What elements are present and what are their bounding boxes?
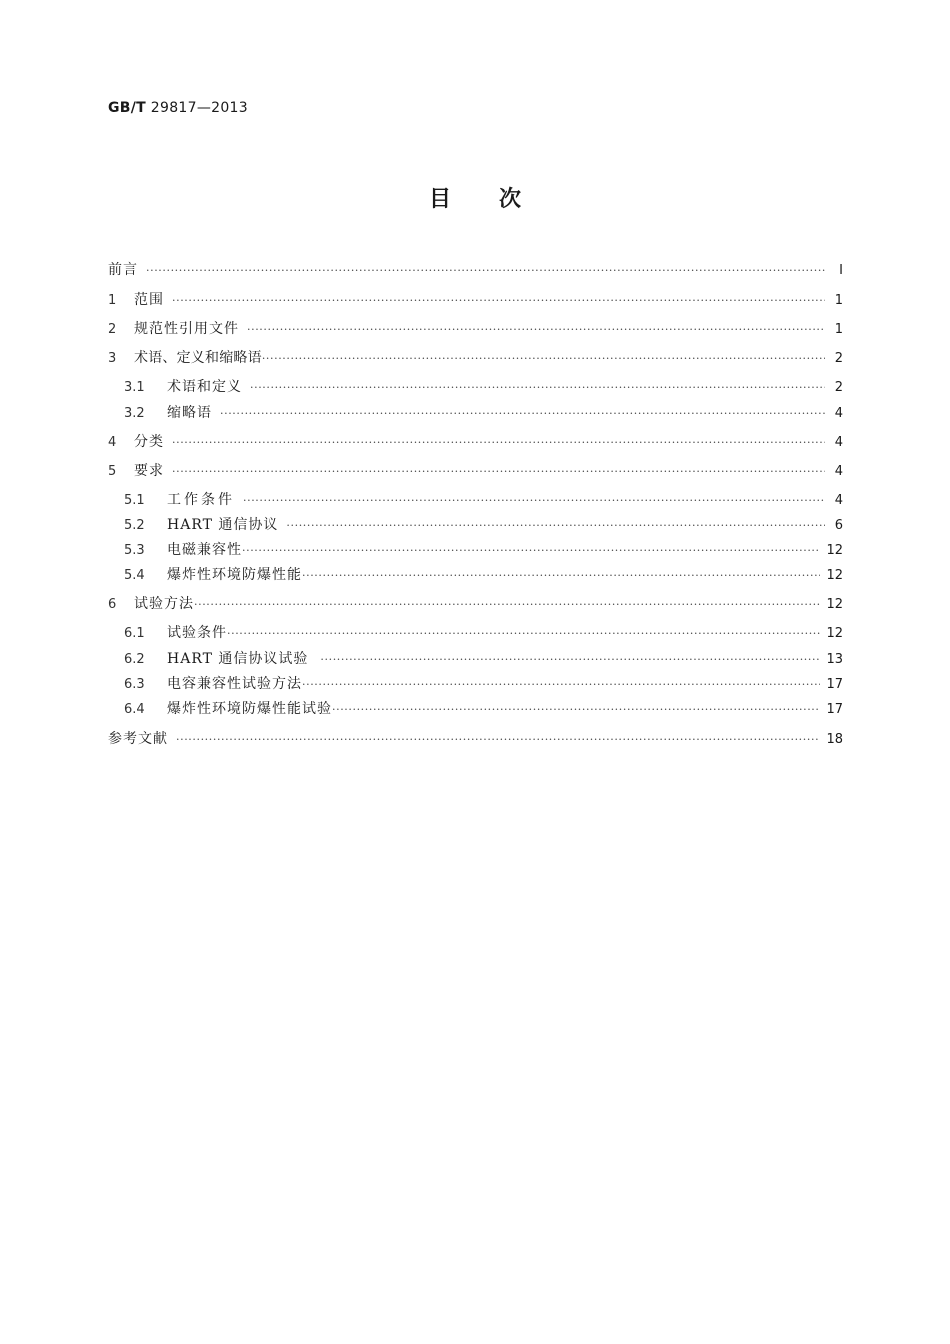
toc-entry-label: 爆炸性环境防爆性能试验: [167, 701, 332, 717]
dot-leader: [194, 595, 820, 615]
toc-entry-label: 术语、定义和缩略语: [134, 350, 262, 366]
dot-leader: [250, 378, 825, 398]
toc-entry-label: 电磁兼容性: [167, 542, 242, 558]
toc-entry-page: 12: [826, 543, 843, 558]
toc-entry-label: 前言: [108, 262, 138, 278]
toc-entry-5[interactable]: [108, 461, 843, 481]
toc-entry-page: 6: [834, 518, 843, 533]
toc-entry-page: 4: [834, 493, 843, 508]
toc-entry-number: 6.3: [124, 677, 145, 692]
toc-entry-5-3[interactable]: [124, 540, 843, 560]
toc-entry-number: 3.1: [124, 380, 145, 395]
toc-entry-number: 5.4: [124, 568, 145, 583]
toc-entry-3-1[interactable]: [124, 377, 843, 397]
dot-leader: [320, 650, 820, 670]
toc-entry-page: 12: [826, 568, 843, 583]
toc-entry-label: 爆炸性环境防爆性能: [167, 567, 302, 583]
toc-entry-page: 12: [826, 626, 843, 641]
toc-entry-label: 范围: [134, 292, 164, 308]
dot-leader: [332, 700, 820, 720]
standard-number: 29817—2013: [150, 100, 248, 116]
toc-entry-number: 6.4: [124, 702, 145, 717]
toc-entry-label: 术语和定义: [167, 379, 242, 395]
toc-entry-number: 1: [108, 293, 117, 308]
dot-leader: [172, 462, 825, 482]
toc-entry-number: 2: [108, 322, 117, 337]
toc-entry-3[interactable]: [108, 348, 843, 368]
dot-leader: [242, 541, 820, 561]
toc-entry-5-1[interactable]: [124, 490, 843, 510]
toc-entry-label: 试验条件: [167, 625, 227, 641]
toc-entry-page: 1: [834, 322, 843, 337]
toc-entry-number: 3: [108, 351, 117, 366]
toc-entry-label: HART 通信协议: [167, 517, 279, 533]
toc-entry-page: 12: [826, 597, 843, 612]
toc-entry-page: Ⅰ: [839, 263, 843, 278]
toc-entry-references[interactable]: [108, 729, 843, 749]
toc-entry-page: 18: [826, 732, 843, 747]
toc-entry-number: 6.1: [124, 626, 145, 641]
toc-entry-number: 6.2: [124, 652, 145, 667]
toc-entry-label: 缩略语: [167, 405, 212, 421]
dot-leader: [172, 433, 825, 453]
toc-entry-5-4[interactable]: [124, 565, 843, 585]
toc-entry-number: 5: [108, 464, 117, 479]
dot-leader: [146, 261, 825, 281]
dot-leader: [262, 349, 825, 369]
toc-entry-foreword[interactable]: [108, 260, 843, 280]
dot-leader: [220, 404, 825, 424]
toc-entry-number: 4: [108, 435, 117, 450]
toc-entry-4[interactable]: [108, 432, 843, 452]
dot-leader: [227, 624, 820, 644]
toc-entry-label: 试验方法: [134, 596, 194, 612]
toc-entry-number: 6: [108, 597, 117, 612]
dot-leader: [302, 675, 820, 695]
toc-entry-6-4[interactable]: [124, 699, 843, 719]
toc-entry-2[interactable]: [108, 319, 843, 339]
dot-leader: [172, 291, 825, 311]
dot-leader: [286, 516, 825, 536]
page-title: [0, 182, 950, 213]
toc-entry-page: 17: [826, 702, 843, 717]
toc-entry-page: 4: [834, 464, 843, 479]
dot-leader: [247, 320, 825, 340]
dot-leader: [243, 491, 825, 511]
toc-entry-3-2[interactable]: [124, 403, 843, 423]
toc-entry-number: 5.1: [124, 493, 145, 508]
standard-prefix: GB/T: [108, 100, 147, 116]
toc-entry-page: 4: [834, 435, 843, 450]
toc-entry-5-2[interactable]: [124, 515, 843, 535]
toc-entry-label: 工作条件: [167, 492, 235, 508]
title-char-1: 目: [428, 187, 451, 212]
toc-entry-page: 2: [834, 380, 843, 395]
toc-entry-1[interactable]: [108, 290, 843, 310]
standard-code: [108, 100, 248, 116]
toc-entry-label: 参考文献: [108, 731, 168, 747]
toc-entry-label: 电容兼容性试验方法: [167, 676, 302, 692]
toc-entry-page: 4: [834, 406, 843, 421]
toc-entry-label: HART 通信协议试验: [167, 651, 309, 667]
toc-entry-page: 13: [826, 652, 843, 667]
toc-entry-page: 17: [826, 677, 843, 692]
title-char-2: 次: [499, 187, 522, 212]
toc-entry-6[interactable]: [108, 594, 843, 614]
toc-entry-label: 规范性引用文件: [134, 321, 239, 337]
toc-entry-6-3[interactable]: [124, 674, 843, 694]
toc-entry-number: 5.2: [124, 518, 145, 533]
toc-entry-6-2[interactable]: [124, 649, 843, 669]
dot-leader: [176, 730, 820, 750]
toc-entry-label: 要求: [134, 463, 164, 479]
toc-entry-number: 5.3: [124, 543, 145, 558]
toc-entry-6-1[interactable]: [124, 623, 843, 643]
toc-entry-number: 3.2: [124, 406, 145, 421]
toc-entry-page: 1: [834, 293, 843, 308]
dot-leader: [302, 566, 820, 586]
toc-entry-page: 2: [834, 351, 843, 366]
toc-entry-label: 分类: [134, 434, 164, 450]
